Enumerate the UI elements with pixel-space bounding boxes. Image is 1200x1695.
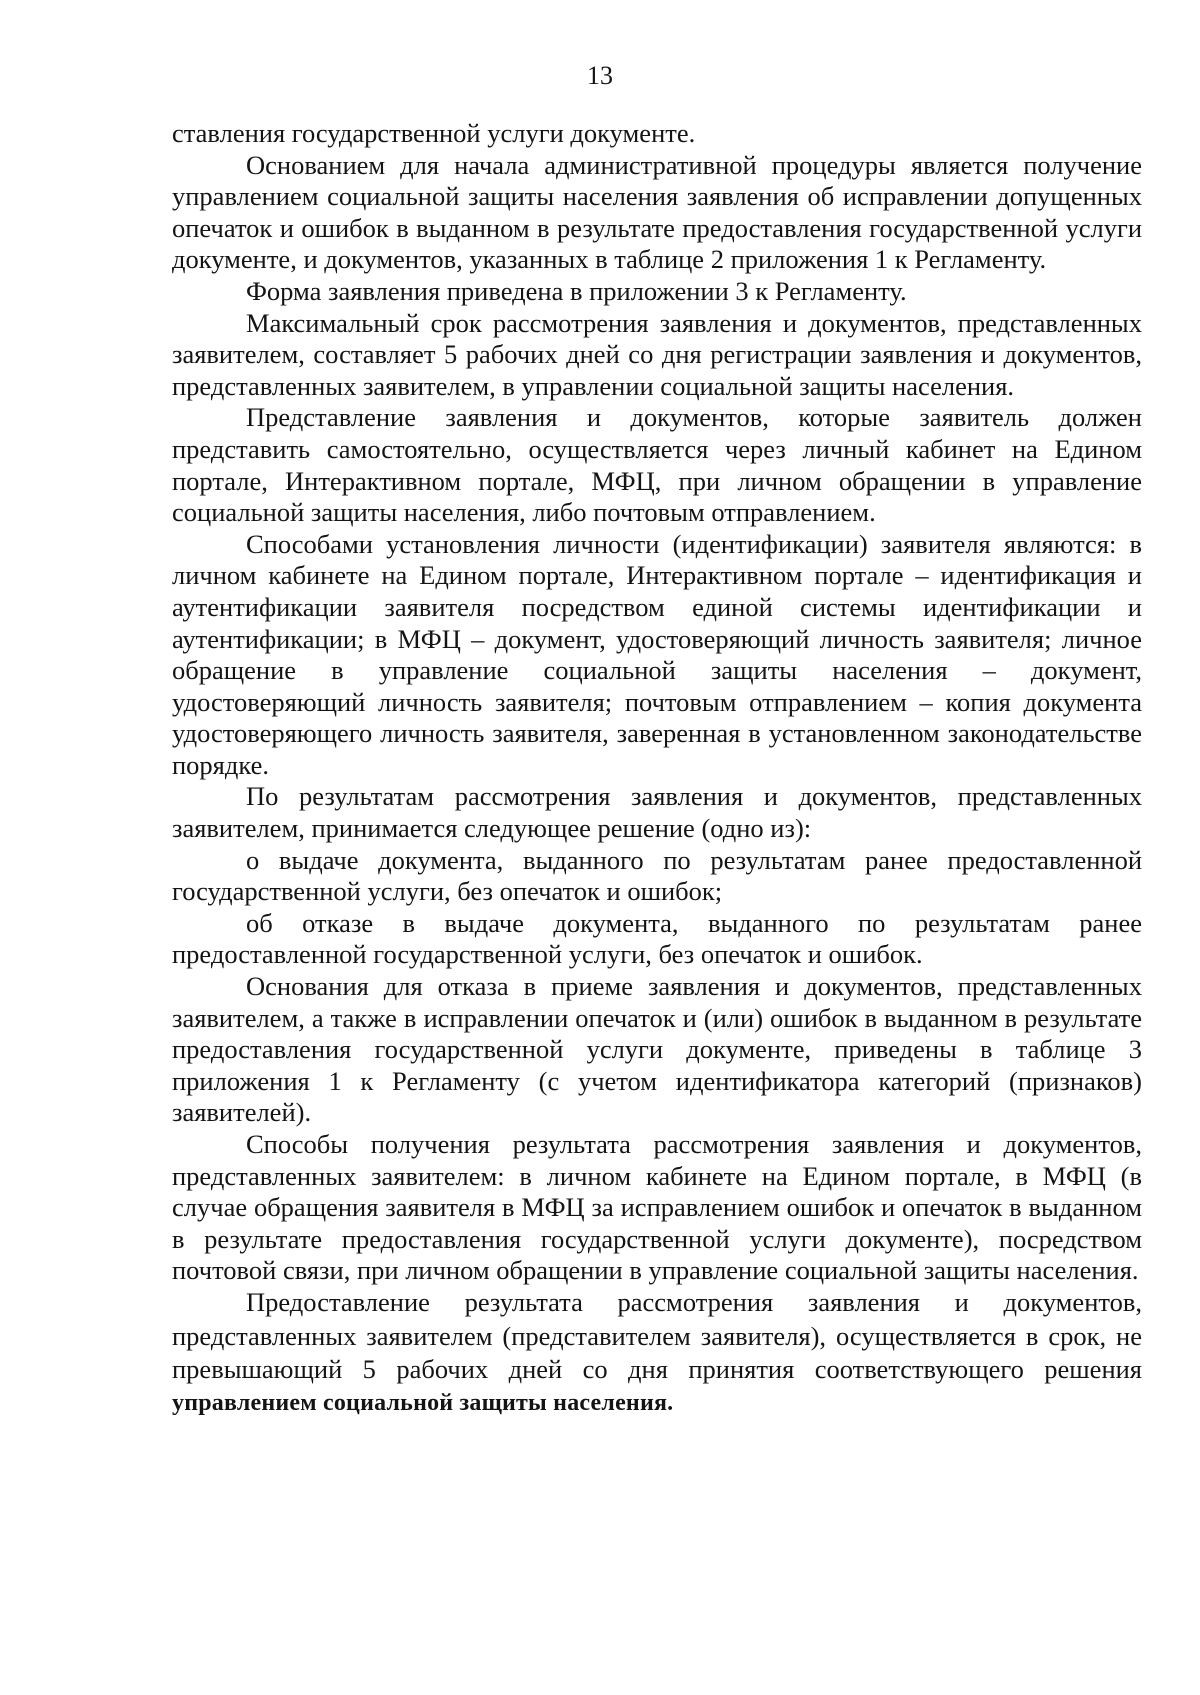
paragraph-basis: Основанием для начала административной процедуры является получение управлением социальной защиты населения заявления об исправлении допущенных опечаток и ошибок в выданном в результате предоставления государственной услуги документе, и документов, указанных в таблице 2 приложения 1 к Регламенту. xyxy=(172,149,1142,275)
paragraph-result-methods: Способы получения результата рассмотрения заявления и документов, представленных заявителем: в личном кабинете на Едином портале, в МФЦ (в случае обращения заявителя в МФЦ за исправлением ошибок и опечаток в выданном в результате предоставления государственной услуги документе), посредством почтовой связи, при личном обращении в управление социальной защиты населения. xyxy=(172,1129,1142,1286)
paragraph-identification-methods: Способами установления личности (идентификации) заявителя являются: в личном кабинете на Едином портале, Интерактивном портале – идентификация и аутентификации заявителя посредством единой системы идентификации и аутентификации; в МФЦ – документ, удостоверяющий личность заявителя; личное обращение в управление социальной защиты населения – документ, удостоверяющий личность заявителя; почтовым отправлением – копия документа удостоверяющего личность заявителя, заверенная в установленном законодательстве порядке. xyxy=(172,528,1142,780)
paragraph-decision-refusal: об отказе в выдаче документа, выданного по результатам ранее предоставленной государственной услуги, без опечаток и ошибок. xyxy=(172,907,1142,970)
paragraph-application-form: Форма заявления приведена в приложении 3 к Регламенту. xyxy=(246,275,907,306)
document-body xyxy=(172,118,1142,1419)
paragraph-result-term-lead: Предоставление результата рассмотрения заявления и документов, представленных заявителем (представителем заявителя), осуществляется в срок, не превышающий 5 рабочих дней со дня принятия соответствующего решения xyxy=(172,1286,1142,1385)
paragraph-continuation: ставления государственной услуги документе. xyxy=(172,118,696,148)
paragraph-result-term xyxy=(172,1287,1142,1419)
paragraph-result-term-tail: управлением социальной защиты населения. xyxy=(172,1389,674,1416)
paragraph-refusal-grounds: Основания для отказа в приеме заявления и документов, представленных заявителем, а также в исправлении опечаток и (или) ошибок в выданном в результате предоставления государственной услуги документе, приведены в таблице 3 приложения 1 к Регламенту (с учетом идентификатора категорий (признаков) заявителей). xyxy=(172,971,1142,1128)
paragraph-decision-intro: По результатам рассмотрения заявления и документов, представленных заявителем, принимается следующее решение (одно из): xyxy=(172,781,1142,844)
paragraph-maximum-term: Максимальный срок рассмотрения заявления и документов, представленных заявителем, составляет 5 рабочих дней со дня регистрации заявления и документов, представленных заявителем, в управлении социальной защиты населения. xyxy=(172,307,1142,401)
paragraph-submission-methods: Представление заявления и документов, которые заявитель должен представить самостоятельно, осуществляется через личный кабинет на Едином портале, Интерактивном портале, МФЦ, при личном обращении в управление социальной защиты населения, либо почтовым отправлением. xyxy=(172,402,1142,528)
page-number: 13 xyxy=(587,61,613,90)
paragraph-decision-issue: о выдаче документа, выданного по результатам ранее предоставленной государственной услуги, без опечаток и ошибок; xyxy=(172,844,1142,907)
